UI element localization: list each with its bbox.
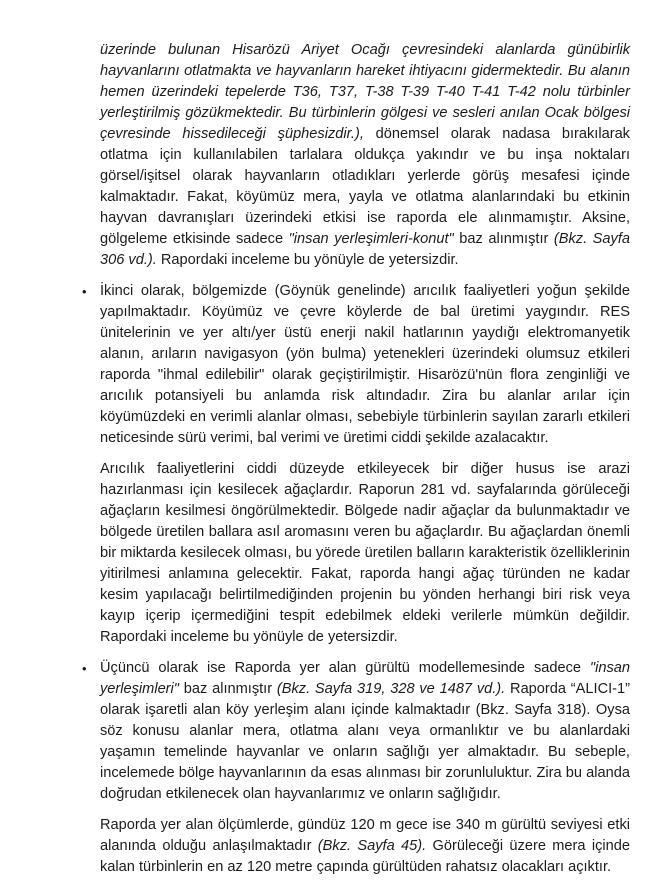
bullet-item [82,658,635,805]
text-runs: üzerinde bulunan Hisarözü Ariyet Ocağı çevresindeki alanlarda günübirlik hayvanlarını otlatmakta ve hayvanların hareket ihtiyacını gidermektedir. Bu alanın hemen üzerindeki tepelerde T36, T37, T-38 T-39 T-40 T-41 T-42 nolu türbinler yerleştirilmiş gözükmektedir. Bu türbinlerin gölgesi ve sesleri anılan Ocak bölgesi çevresinde hissedileceği şüphesizdir.), dönemsel olarak nadasa bırakılarak otlatma için kullanılabilen tarlalara oldukça yakındır ve bu inşa noktaları görsel/işitsel olarak hayvanların otladıkları yerlerde görüş mesafesi içinde kalmaktadır. Fakat, köyümüz mera, yayla ve otlatma alanlarındaki bu etkinin hayvan davranışları üzerindeki etkisi ise raporda ele alınmamıştır. Aksine, gölgeleme etkisinde sadece "insan yerleşimleri-konut" baz alınmıştır (Bkz. Sayfa 306 vd.). Rapordaki inceleme bu yönüyle de yetersizdir. [100,42,635,268]
bullet-icon: • [82,661,87,676]
text-runs: Üçüncü olarak ise Raporda yer alan gürültü modellemesinde sadece "insan yerleşimleri" baz alınmıştır (Bkz. Sayfa 319, 328 ve 1487 vd.). Raporda “ALICI-1” olarak işaretli alan köy yerleşim alanı içinde kalmaktadır (Bkz. Sayfa 318). Oysa söz konusu alanlar mera, otlatma alanı veya ormanlıktır ve bu alanlardaki yaşamın temelinde hayvanlar ve onların sağlığı yer almaktadır. Bu sebeple, incelemede bölge hayvanlarının da esas alınması bir zorunluluktur. Zira bu alanda doğrudan etkilenecek olan hayvanlarımız ve onların sağlığıdır. [100,660,635,802]
text-runs: Raporda yer alan ölçümlerde, gündüz 120 m gece ise 340 m gürültü seviyesi etki alanında olduğu anlaşılmaktadır (Bkz. Sayfa 45). Görüleceği üzere mera içinde kalan türbinlerin en az 120 metre çapında gürültüden rahatsız olacakları açıktır. [100,817,635,875]
paragraph [100,815,635,878]
text-runs: İkinci olarak, bölgemizde (Göynük genelinde) arıcılık faaliyetleri yoğun şekilde yapılmaktadır. Köyümüz ve çevre köylerde de bal üretimi yaygındır. RES ünitelerinin ve yer altı/yer üstü enerji nakil hatlarının yaydığı elektromanyetik alanın, arıların navigasyon (yön bulma) yetenekleri üzerindeki olumsuz etkileri raporda "ihmal edilebilir" olarak geçiştirilmiştir. Hisarözü'nün flora zenginliği ve arıcılık potansiyeli bu anlamda risk altındadır. Zira bu alanlar arılar için köyümüzdeki en verimli alanlar olması, sebebiyle türbinlerin sayılan zararlı etkileri neticesinde sürü verimi, bal verimi ve üretimi ciddi şekilde azalacaktır. [100,283,635,446]
bullet-item [82,281,635,449]
paragraph [100,40,635,271]
paragraph [100,459,635,648]
text-runs: Arıcılık faaliyetlerini ciddi düzeyde etkileyecek bir diğer husus ise arazi hazırlanması için kesilecek ağaçlardır. Raporun 281 vd. sayfalarında görüleceği ağaçların kesilmesi öngörülmektedir. Bölgede nadir ağaçlar da bulunmaktadır ve bölgede üretilen ballara asıl aromasını veren bu ağaçlardır. Bu ağaçlardan önemli bir miktarda kesilecek olması, bu yörede üretilen balların karakteristik özelliklerinin yitirilmesi anlamına gelecektir. Fakat, raporda hangi ağaç türünden ne kadar kesim yapılacağı belirtilmediğinden projenin bu yönden herhangi biri risk veya kayıp içerip içermediğini tespit edebilmek eldeki verilerle mümkün değildir. Rapordaki inceleme bu yönüyle de yetersizdir. [100,461,635,645]
bullet-icon: • [82,284,87,299]
document-body [82,40,635,888]
